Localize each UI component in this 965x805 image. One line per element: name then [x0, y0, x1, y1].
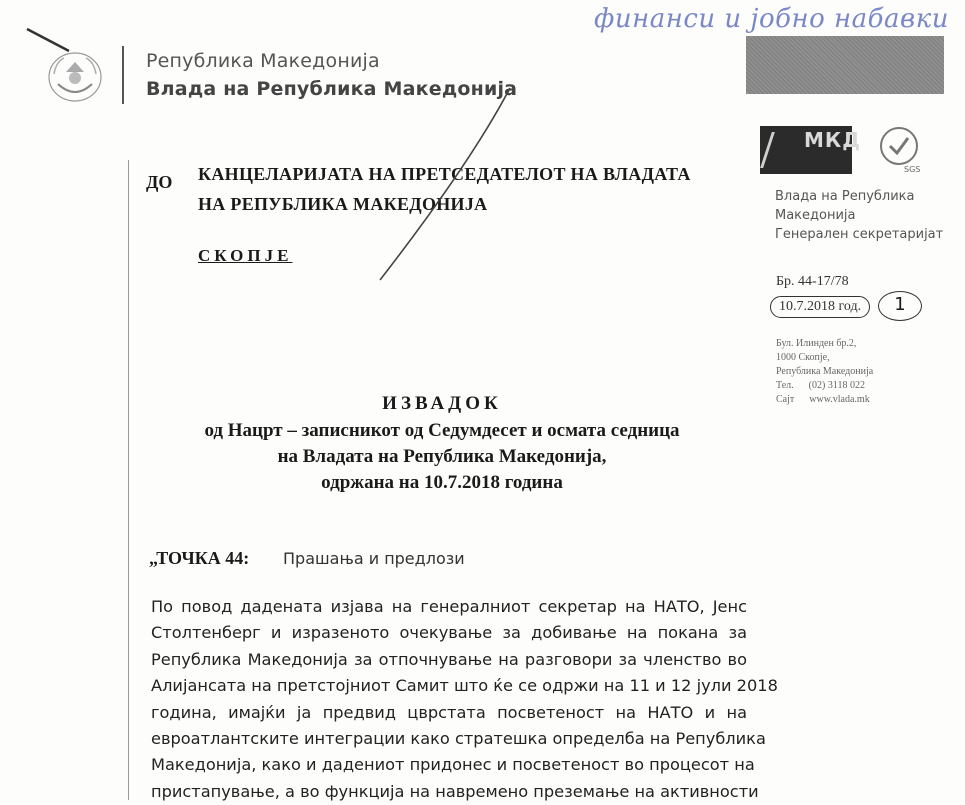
body-line: По повод дадената изјава на генералниот секретар на НАТО, Јенс: [151, 597, 747, 616]
letterhead-country: Република Македонија: [146, 50, 380, 72]
body-line: Столтенберг и изразеното очекување за добивање на покана за: [151, 623, 747, 643]
sgs-certification-icon: [872, 120, 926, 174]
addressee-line-1: КАНЦЕЛАРИЈАТА НА ПРЕТСЕДАТЕЛОТ НА ВЛАДАТА: [198, 164, 691, 184]
agenda-point-label: „ТОЧКА 44:: [149, 548, 250, 568]
coat-of-arms-icon: [44, 44, 106, 106]
svg-text:SGS: SGS: [904, 165, 921, 174]
body-line: евроатлантските интеграции како стратешка определба на Република: [151, 729, 766, 749]
registration-number: Бр. 44-17/78: [776, 274, 849, 289]
addressee-prefix: ДО: [146, 172, 173, 192]
addressee-city: СКОПЈЕ: [198, 246, 293, 265]
body-line: Република Македонија за отпочнување на разговори за членство во: [151, 649, 747, 669]
document-subtitle-line-1: од Нацрт – записникот од Седумдесет и осмата седница: [204, 420, 680, 441]
body-line: пристапување, а во функција на навремено преземање на активности: [151, 781, 759, 801]
registration-date: 10.7.2018 год.: [770, 296, 870, 318]
margin-rule: [128, 160, 129, 800]
handwritten-slash: [360, 84, 520, 284]
registration-mark: 1: [878, 291, 922, 321]
body-line: година, имајќи ја предвид цврстата посветеност на НАТО и на: [151, 702, 747, 722]
government-address: Бул. Илинден бр.2, 1000 Скопје, Република Македонија Тел. (02) 3118 022 Сајт www.vlada.mk: [776, 338, 874, 405]
mkd-logo: МКД: [760, 126, 852, 174]
body-line: Алијансата на претстојниот Самит што ќе се одржи на 11 и 12 јули 2018: [151, 676, 778, 696]
letterhead-government: Влада на Република Македонија: [146, 78, 518, 100]
document-title: ИЗВАДОК: [382, 393, 502, 414]
document-subtitle-line-3: одржана на 10.7.2018 година: [321, 472, 563, 493]
handwritten-note: финанси и јобно набавки: [594, 4, 949, 34]
document-subtitle-line-2: на Владата на Република Македонија,: [277, 446, 607, 467]
stamp-institution: Влада на Република Македонија Генерален секретаријат: [775, 189, 944, 242]
body-paragraph: [151, 594, 778, 805]
letterhead-divider: [122, 46, 124, 104]
addressee-line-2: НА РЕПУБЛИКА МАКЕДОНИЈА: [198, 194, 488, 214]
redacted-area: [746, 36, 944, 94]
agenda-point-title: Прашања и предлози: [283, 549, 465, 568]
body-line: Македонија, како и дадениот придонес и посветеност во процесот на: [151, 755, 755, 775]
